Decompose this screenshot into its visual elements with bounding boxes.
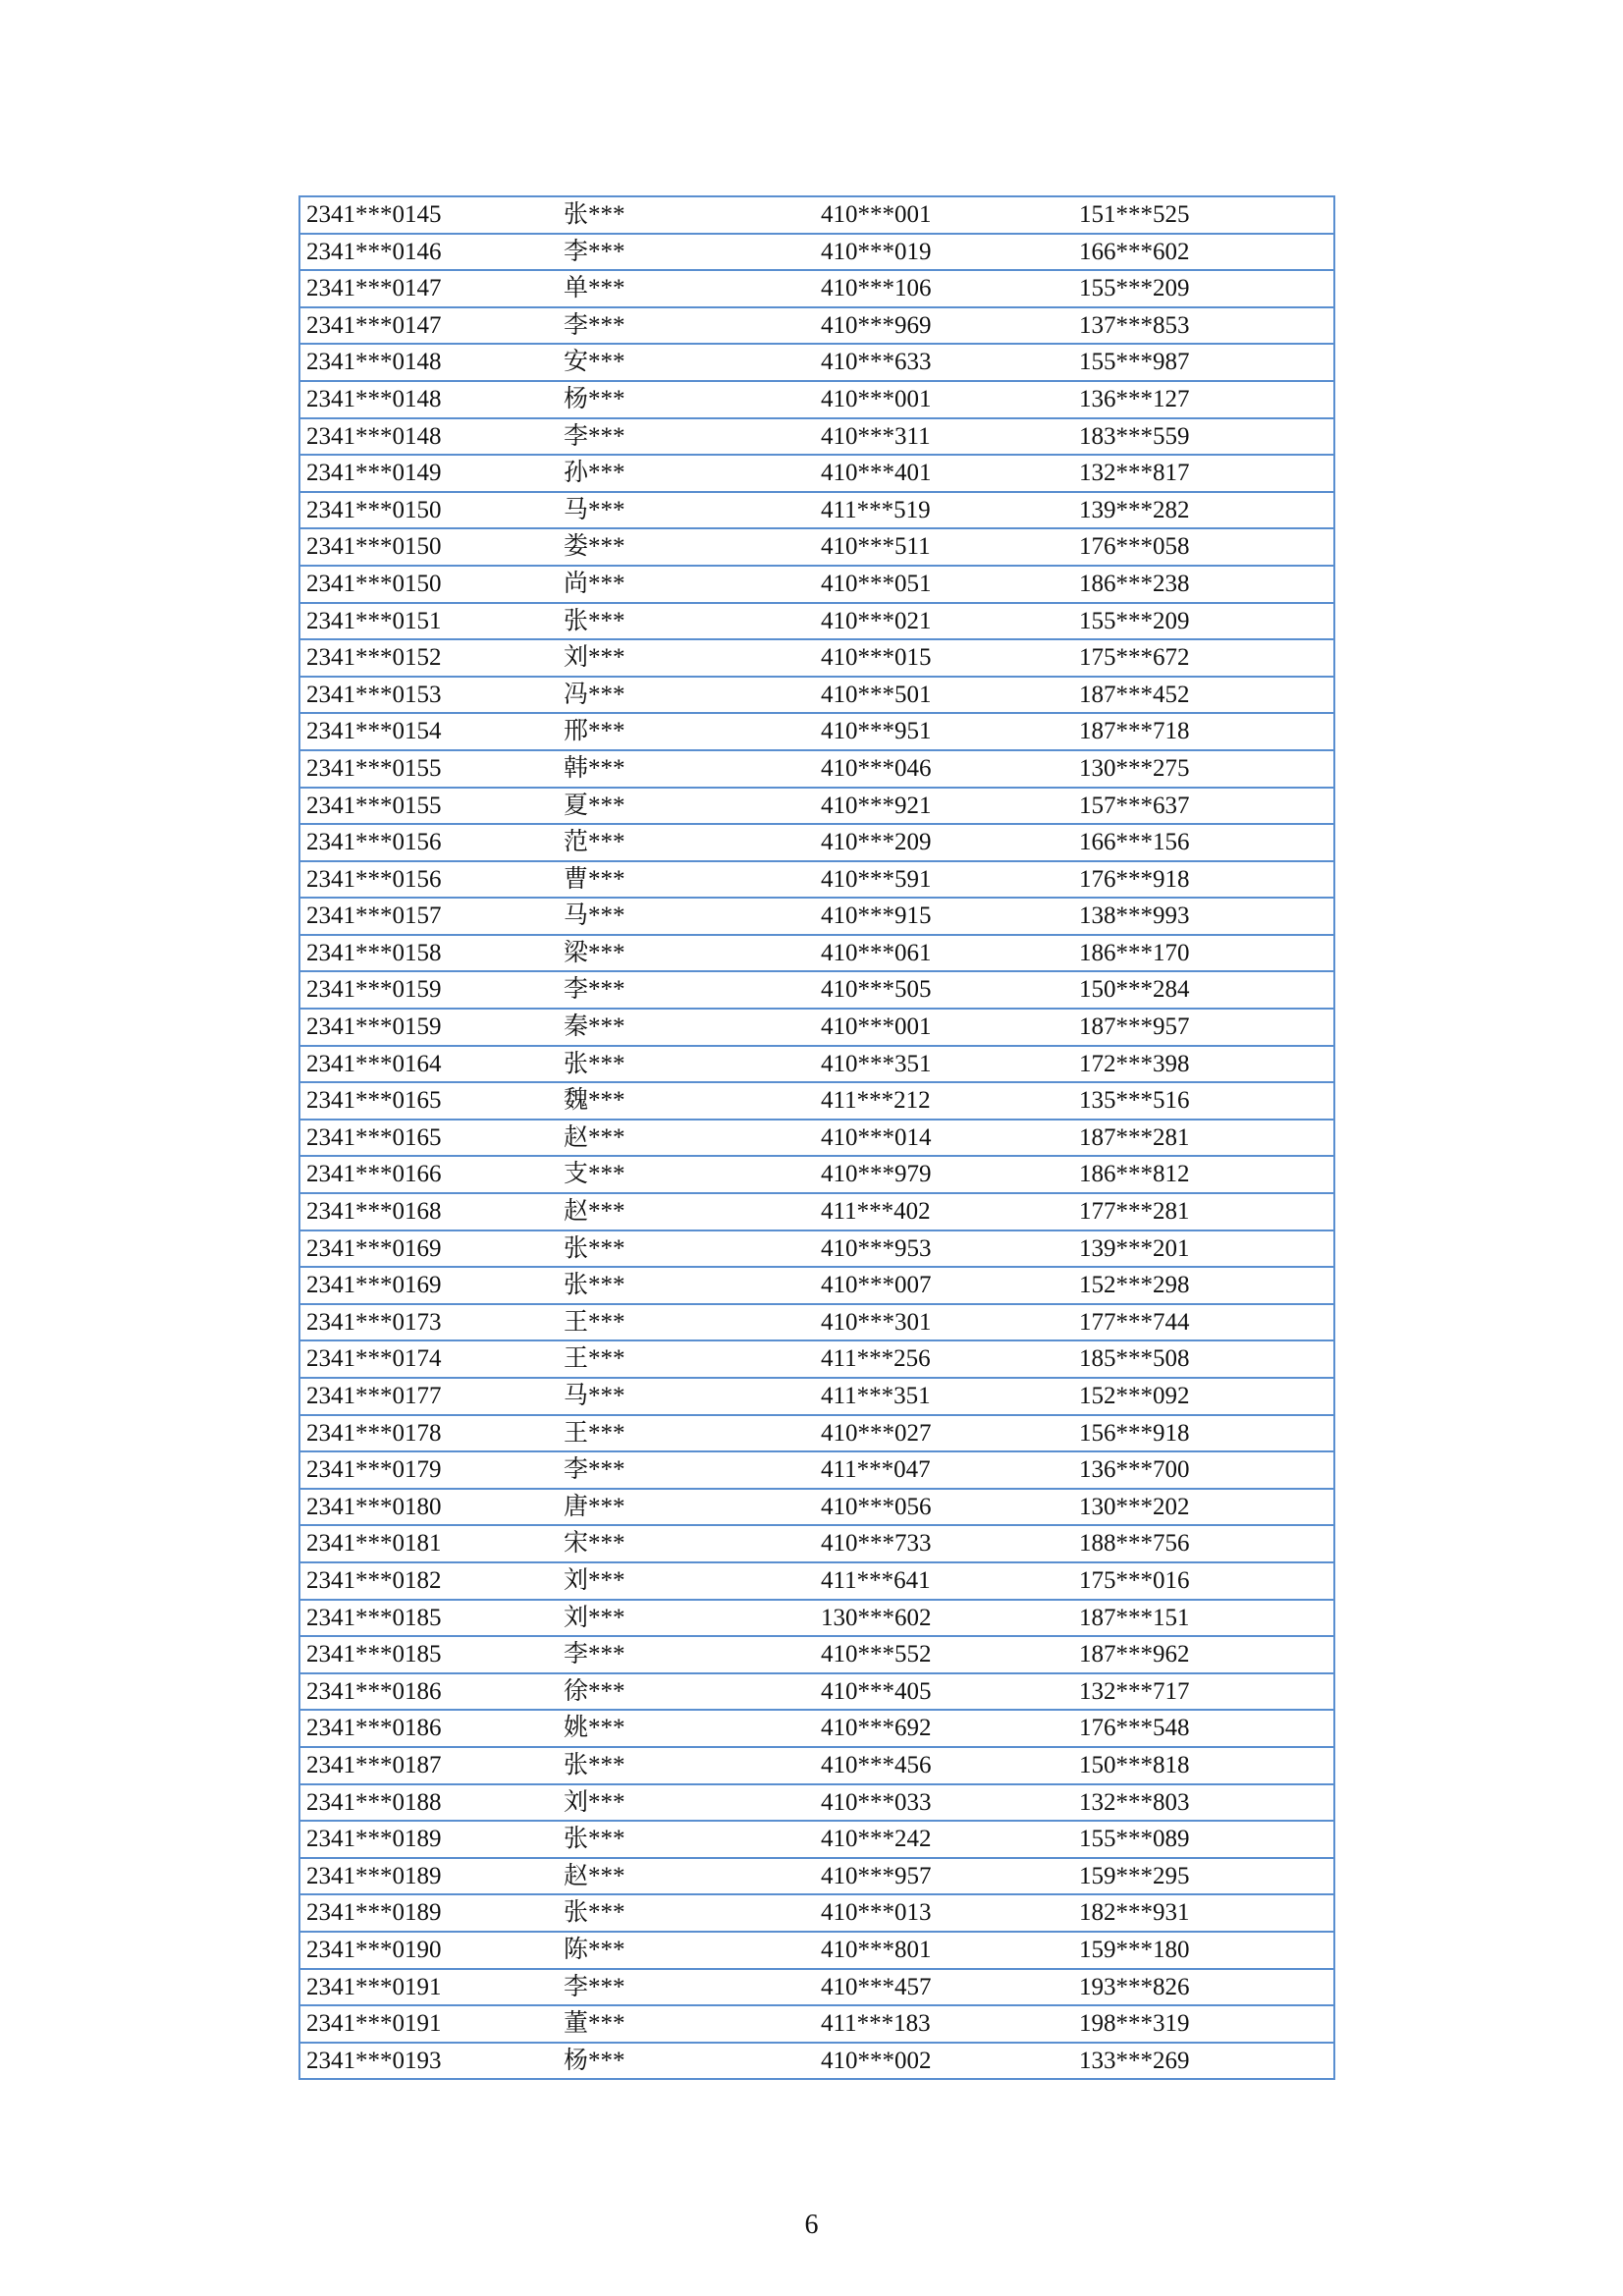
id-card-cell: 410***002 <box>815 2043 1073 2080</box>
name-cell: 李*** <box>558 234 815 271</box>
table-row <box>299 1784 1334 1822</box>
name-cell: 徐*** <box>558 1673 815 1711</box>
roster-table-body <box>299 196 1334 2079</box>
exam-id-cell: 2341***0182 <box>299 1562 558 1600</box>
exam-id-cell: 2341***0147 <box>299 307 558 345</box>
name-cell: 马*** <box>558 1378 815 1415</box>
exam-id-cell: 2341***0168 <box>299 1193 558 1230</box>
id-card-cell: 410***915 <box>815 898 1073 935</box>
table-row <box>299 1525 1334 1562</box>
exam-id-cell: 2341***0150 <box>299 528 558 566</box>
id-card-cell: 410***552 <box>815 1636 1073 1673</box>
phone-cell: 166***156 <box>1073 824 1334 861</box>
phone-cell: 150***818 <box>1073 1747 1334 1784</box>
phone-cell: 186***238 <box>1073 566 1334 603</box>
id-card-cell: 410***501 <box>815 677 1073 714</box>
name-cell: 李*** <box>558 307 815 345</box>
name-cell: 尚*** <box>558 566 815 603</box>
name-cell: 魏*** <box>558 1082 815 1120</box>
id-card-cell: 410***056 <box>815 1489 1073 1526</box>
exam-id-cell: 2341***0156 <box>299 824 558 861</box>
name-cell: 张*** <box>558 603 815 640</box>
table-row <box>299 1451 1334 1489</box>
table-row <box>299 1415 1334 1452</box>
name-cell: 赵*** <box>558 1120 815 1157</box>
id-card-cell: 410***021 <box>815 603 1073 640</box>
table-row <box>299 196 1334 234</box>
name-cell: 李*** <box>558 971 815 1009</box>
id-card-cell: 410***007 <box>815 1267 1073 1304</box>
id-card-cell: 410***014 <box>815 1120 1073 1157</box>
phone-cell: 152***092 <box>1073 1378 1334 1415</box>
phone-cell: 186***812 <box>1073 1156 1334 1193</box>
id-card-cell: 410***311 <box>815 418 1073 456</box>
phone-cell: 177***281 <box>1073 1193 1334 1230</box>
table-row <box>299 898 1334 935</box>
name-cell: 刘*** <box>558 1600 815 1637</box>
name-cell: 马*** <box>558 492 815 529</box>
exam-id-cell: 2341***0159 <box>299 1009 558 1046</box>
table-row <box>299 1858 1334 1895</box>
table-row <box>299 1156 1334 1193</box>
name-cell: 王*** <box>558 1304 815 1341</box>
id-card-cell: 410***921 <box>815 788 1073 825</box>
name-cell: 王*** <box>558 1415 815 1452</box>
name-cell: 夏*** <box>558 788 815 825</box>
id-card-cell: 410***456 <box>815 1747 1073 1784</box>
exam-id-cell: 2341***0150 <box>299 492 558 529</box>
exam-id-cell: 2341***0189 <box>299 1894 558 1932</box>
phone-cell: 186***170 <box>1073 935 1334 972</box>
name-cell: 韩*** <box>558 750 815 788</box>
exam-id-cell: 2341***0191 <box>299 2005 558 2043</box>
exam-id-cell: 2341***0185 <box>299 1636 558 1673</box>
exam-id-cell: 2341***0186 <box>299 1673 558 1711</box>
name-cell: 单*** <box>558 270 815 307</box>
phone-cell: 187***151 <box>1073 1600 1334 1637</box>
phone-cell: 166***602 <box>1073 234 1334 271</box>
exam-id-cell: 2341***0152 <box>299 639 558 677</box>
table-row <box>299 1193 1334 1230</box>
phone-cell: 175***672 <box>1073 639 1334 677</box>
phone-cell: 132***803 <box>1073 1784 1334 1822</box>
name-cell: 秦*** <box>558 1009 815 1046</box>
exam-id-cell: 2341***0189 <box>299 1858 558 1895</box>
phone-cell: 176***548 <box>1073 1710 1334 1747</box>
name-cell: 王*** <box>558 1340 815 1378</box>
table-row <box>299 677 1334 714</box>
id-card-cell: 410***001 <box>815 196 1073 234</box>
table-row <box>299 2005 1334 2043</box>
phone-cell: 185***508 <box>1073 1340 1334 1378</box>
name-cell: 陈*** <box>558 1932 815 1969</box>
phone-cell: 137***853 <box>1073 307 1334 345</box>
phone-cell: 138***993 <box>1073 898 1334 935</box>
id-card-cell: 410***015 <box>815 639 1073 677</box>
exam-id-cell: 2341***0155 <box>299 788 558 825</box>
name-cell: 冯*** <box>558 677 815 714</box>
id-card-cell: 411***641 <box>815 1562 1073 1600</box>
page-number: 6 <box>804 2210 819 2240</box>
roster-table-container <box>298 195 1333 2080</box>
table-row <box>299 788 1334 825</box>
exam-id-cell: 2341***0178 <box>299 1415 558 1452</box>
name-cell: 刘*** <box>558 1562 815 1600</box>
id-card-cell: 410***401 <box>815 455 1073 492</box>
table-row <box>299 1894 1334 1932</box>
phone-cell: 183***559 <box>1073 418 1334 456</box>
table-row <box>299 234 1334 271</box>
exam-id-cell: 2341***0154 <box>299 713 558 750</box>
name-cell: 杨*** <box>558 2043 815 2080</box>
table-row <box>299 1636 1334 1673</box>
phone-cell: 193***826 <box>1073 1969 1334 2006</box>
name-cell: 刘*** <box>558 1784 815 1822</box>
phone-cell: 130***202 <box>1073 1489 1334 1526</box>
id-card-cell: 411***256 <box>815 1340 1073 1378</box>
id-card-cell: 410***106 <box>815 270 1073 307</box>
table-row <box>299 1932 1334 1969</box>
id-card-cell: 410***001 <box>815 381 1073 418</box>
name-cell: 赵*** <box>558 1858 815 1895</box>
exam-id-cell: 2341***0179 <box>299 1451 558 1489</box>
id-card-cell: 410***953 <box>815 1230 1073 1268</box>
id-card-cell: 410***061 <box>815 935 1073 972</box>
phone-cell: 187***957 <box>1073 1009 1334 1046</box>
phone-cell: 132***717 <box>1073 1673 1334 1711</box>
roster-table <box>298 195 1335 2080</box>
exam-id-cell: 2341***0158 <box>299 935 558 972</box>
phone-cell: 187***452 <box>1073 677 1334 714</box>
id-card-cell: 411***351 <box>815 1378 1073 1415</box>
id-card-cell: 410***001 <box>815 1009 1073 1046</box>
id-card-cell: 411***047 <box>815 1451 1073 1489</box>
phone-cell: 177***744 <box>1073 1304 1334 1341</box>
table-row <box>299 1600 1334 1637</box>
id-card-cell: 410***733 <box>815 1525 1073 1562</box>
id-card-cell: 410***351 <box>815 1046 1073 1083</box>
table-row <box>299 381 1334 418</box>
phone-cell: 139***201 <box>1073 1230 1334 1268</box>
exam-id-cell: 2341***0193 <box>299 2043 558 2080</box>
phone-cell: 198***319 <box>1073 2005 1334 2043</box>
phone-cell: 156***918 <box>1073 1415 1334 1452</box>
id-card-cell: 410***405 <box>815 1673 1073 1711</box>
phone-cell: 172***398 <box>1073 1046 1334 1083</box>
table-row <box>299 1340 1334 1378</box>
exam-id-cell: 2341***0169 <box>299 1230 558 1268</box>
table-row <box>299 1267 1334 1304</box>
exam-id-cell: 2341***0191 <box>299 1969 558 2006</box>
table-row <box>299 1009 1334 1046</box>
table-row <box>299 713 1334 750</box>
phone-cell: 139***282 <box>1073 492 1334 529</box>
id-card-cell: 410***242 <box>815 1821 1073 1858</box>
exam-id-cell: 2341***0155 <box>299 750 558 788</box>
phone-cell: 159***295 <box>1073 1858 1334 1895</box>
exam-id-cell: 2341***0173 <box>299 1304 558 1341</box>
table-row <box>299 1969 1334 2006</box>
phone-cell: 176***918 <box>1073 861 1334 899</box>
table-row <box>299 455 1334 492</box>
table-row <box>299 824 1334 861</box>
id-card-cell: 411***519 <box>815 492 1073 529</box>
exam-id-cell: 2341***0180 <box>299 1489 558 1526</box>
name-cell: 宋*** <box>558 1525 815 1562</box>
exam-id-cell: 2341***0150 <box>299 566 558 603</box>
table-row <box>299 1562 1334 1600</box>
name-cell: 张*** <box>558 196 815 234</box>
name-cell: 支*** <box>558 1156 815 1193</box>
id-card-cell: 410***692 <box>815 1710 1073 1747</box>
name-cell: 董*** <box>558 2005 815 2043</box>
table-row <box>299 1378 1334 1415</box>
table-row <box>299 418 1334 456</box>
table-row <box>299 639 1334 677</box>
table-row <box>299 603 1334 640</box>
id-card-cell: 410***033 <box>815 1784 1073 1822</box>
name-cell: 张*** <box>558 1894 815 1932</box>
table-row <box>299 2043 1334 2080</box>
name-cell: 刘*** <box>558 639 815 677</box>
name-cell: 李*** <box>558 1451 815 1489</box>
name-cell: 范*** <box>558 824 815 861</box>
id-card-cell: 410***505 <box>815 971 1073 1009</box>
id-card-cell: 410***979 <box>815 1156 1073 1193</box>
name-cell: 娄*** <box>558 528 815 566</box>
name-cell: 张*** <box>558 1046 815 1083</box>
phone-cell: 175***016 <box>1073 1562 1334 1600</box>
id-card-cell: 410***013 <box>815 1894 1073 1932</box>
table-row <box>299 1710 1334 1747</box>
exam-id-cell: 2341***0174 <box>299 1340 558 1378</box>
exam-id-cell: 2341***0151 <box>299 603 558 640</box>
exam-id-cell: 2341***0153 <box>299 677 558 714</box>
phone-cell: 136***127 <box>1073 381 1334 418</box>
name-cell: 张*** <box>558 1230 815 1268</box>
table-row <box>299 861 1334 899</box>
id-card-cell: 410***633 <box>815 344 1073 381</box>
phone-cell: 157***637 <box>1073 788 1334 825</box>
id-card-cell: 410***046 <box>815 750 1073 788</box>
phone-cell: 187***962 <box>1073 1636 1334 1673</box>
id-card-cell: 411***212 <box>815 1082 1073 1120</box>
table-row <box>299 1821 1334 1858</box>
exam-id-cell: 2341***0187 <box>299 1747 558 1784</box>
table-row <box>299 270 1334 307</box>
phone-cell: 133***269 <box>1073 2043 1334 2080</box>
name-cell: 李*** <box>558 1636 815 1673</box>
phone-cell: 187***718 <box>1073 713 1334 750</box>
id-card-cell: 410***457 <box>815 1969 1073 2006</box>
phone-cell: 136***700 <box>1073 1451 1334 1489</box>
phone-cell: 151***525 <box>1073 196 1334 234</box>
name-cell: 梁*** <box>558 935 815 972</box>
exam-id-cell: 2341***0186 <box>299 1710 558 1747</box>
name-cell: 安*** <box>558 344 815 381</box>
name-cell: 张*** <box>558 1267 815 1304</box>
table-row <box>299 971 1334 1009</box>
id-card-cell: 130***602 <box>815 1600 1073 1637</box>
phone-cell: 155***209 <box>1073 603 1334 640</box>
id-card-cell: 410***969 <box>815 307 1073 345</box>
phone-cell: 182***931 <box>1073 1894 1334 1932</box>
id-card-cell: 410***951 <box>815 713 1073 750</box>
exam-id-cell: 2341***0165 <box>299 1082 558 1120</box>
id-card-cell: 410***209 <box>815 824 1073 861</box>
id-card-cell: 410***801 <box>815 1932 1073 1969</box>
exam-id-cell: 2341***0148 <box>299 418 558 456</box>
exam-id-cell: 2341***0189 <box>299 1821 558 1858</box>
exam-id-cell: 2341***0188 <box>299 1784 558 1822</box>
exam-id-cell: 2341***0190 <box>299 1932 558 1969</box>
name-cell: 邢*** <box>558 713 815 750</box>
name-cell: 杨*** <box>558 381 815 418</box>
exam-id-cell: 2341***0166 <box>299 1156 558 1193</box>
exam-id-cell: 2341***0149 <box>299 455 558 492</box>
table-row <box>299 307 1334 345</box>
table-row <box>299 528 1334 566</box>
exam-id-cell: 2341***0145 <box>299 196 558 234</box>
table-row <box>299 1230 1334 1268</box>
table-row <box>299 750 1334 788</box>
exam-id-cell: 2341***0147 <box>299 270 558 307</box>
name-cell: 张*** <box>558 1821 815 1858</box>
id-card-cell: 410***051 <box>815 566 1073 603</box>
exam-id-cell: 2341***0156 <box>299 861 558 899</box>
id-card-cell: 410***511 <box>815 528 1073 566</box>
phone-cell: 130***275 <box>1073 750 1334 788</box>
name-cell: 李*** <box>558 418 815 456</box>
table-row <box>299 344 1334 381</box>
id-card-cell: 410***301 <box>815 1304 1073 1341</box>
id-card-cell: 410***019 <box>815 234 1073 271</box>
table-row <box>299 1304 1334 1341</box>
exam-id-cell: 2341***0177 <box>299 1378 558 1415</box>
name-cell: 李*** <box>558 1969 815 2006</box>
name-cell: 孙*** <box>558 455 815 492</box>
exam-id-cell: 2341***0159 <box>299 971 558 1009</box>
table-row <box>299 935 1334 972</box>
exam-id-cell: 2341***0169 <box>299 1267 558 1304</box>
exam-id-cell: 2341***0157 <box>299 898 558 935</box>
table-row <box>299 1120 1334 1157</box>
name-cell: 张*** <box>558 1747 815 1784</box>
phone-cell: 188***756 <box>1073 1525 1334 1562</box>
id-card-cell: 411***402 <box>815 1193 1073 1230</box>
table-row <box>299 1046 1334 1083</box>
table-row <box>299 1489 1334 1526</box>
exam-id-cell: 2341***0181 <box>299 1525 558 1562</box>
name-cell: 曹*** <box>558 861 815 899</box>
exam-id-cell: 2341***0148 <box>299 381 558 418</box>
exam-id-cell: 2341***0185 <box>299 1600 558 1637</box>
id-card-cell: 411***183 <box>815 2005 1073 2043</box>
id-card-cell: 410***027 <box>815 1415 1073 1452</box>
table-row <box>299 1673 1334 1711</box>
phone-cell: 187***281 <box>1073 1120 1334 1157</box>
phone-cell: 159***180 <box>1073 1932 1334 1969</box>
phone-cell: 176***058 <box>1073 528 1334 566</box>
name-cell: 唐*** <box>558 1489 815 1526</box>
phone-cell: 150***284 <box>1073 971 1334 1009</box>
exam-id-cell: 2341***0146 <box>299 234 558 271</box>
name-cell: 赵*** <box>558 1193 815 1230</box>
phone-cell: 155***089 <box>1073 1821 1334 1858</box>
id-card-cell: 410***591 <box>815 861 1073 899</box>
phone-cell: 135***516 <box>1073 1082 1334 1120</box>
phone-cell: 132***817 <box>1073 455 1334 492</box>
exam-id-cell: 2341***0148 <box>299 344 558 381</box>
table-row <box>299 492 1334 529</box>
name-cell: 马*** <box>558 898 815 935</box>
phone-cell: 155***209 <box>1073 270 1334 307</box>
table-row <box>299 1082 1334 1120</box>
table-row <box>299 566 1334 603</box>
id-card-cell: 410***957 <box>815 1858 1073 1895</box>
exam-id-cell: 2341***0164 <box>299 1046 558 1083</box>
phone-cell: 155***987 <box>1073 344 1334 381</box>
phone-cell: 152***298 <box>1073 1267 1334 1304</box>
name-cell: 姚*** <box>558 1710 815 1747</box>
exam-id-cell: 2341***0165 <box>299 1120 558 1157</box>
table-row <box>299 1747 1334 1784</box>
